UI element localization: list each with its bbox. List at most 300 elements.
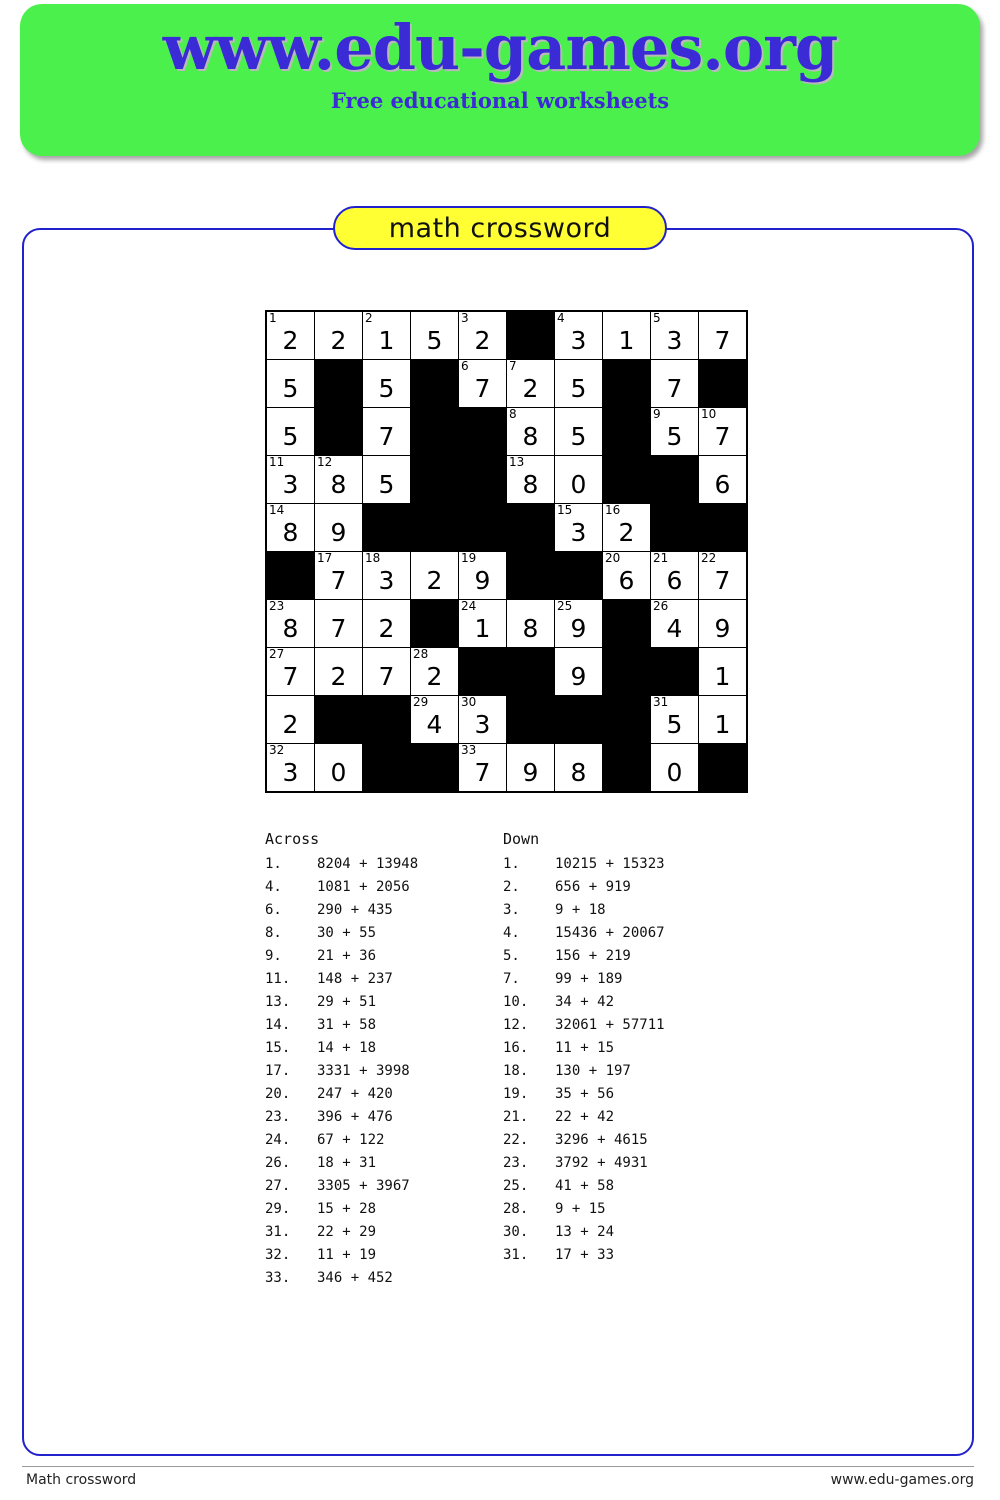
crossword-cell[interactable] xyxy=(459,600,507,648)
crossword-cell-value: 5 xyxy=(666,709,683,739)
crossword-cell-number: 20 xyxy=(605,551,621,565)
crossword-cell[interactable] xyxy=(266,504,315,552)
clue-number: 21. xyxy=(503,1109,529,1125)
crossword-cell[interactable] xyxy=(651,360,699,408)
clue-text: 30 + 55 xyxy=(317,925,377,941)
worksheet-title: math crossword xyxy=(333,206,667,250)
crossword-cell-number: 26 xyxy=(653,599,669,613)
clue-number: 9. xyxy=(265,948,282,964)
crossword-cell[interactable] xyxy=(315,552,363,600)
clue-item xyxy=(265,1155,505,1178)
clue-item xyxy=(503,925,783,948)
clue-number: 25. xyxy=(503,1178,529,1194)
crossword-cell-value: 5 xyxy=(570,421,587,451)
crossword-cell[interactable] xyxy=(266,311,315,360)
crossword-cell-number: 21 xyxy=(653,551,669,565)
crossword-cell-number: 8 xyxy=(509,407,517,421)
clue-item xyxy=(265,1201,505,1224)
crossword-cell[interactable] xyxy=(266,696,315,744)
crossword-cell-number: 25 xyxy=(557,599,573,613)
crossword-row xyxy=(266,504,747,552)
crossword-cell-value: 2 xyxy=(378,613,395,643)
crossword-cell[interactable] xyxy=(651,744,699,793)
clue-text: 3331 + 3998 xyxy=(317,1063,410,1079)
crossword-cell-value: 7 xyxy=(378,421,395,451)
clues-across xyxy=(265,830,505,1293)
crossword-block-cell xyxy=(363,744,411,793)
clue-text: 148 + 237 xyxy=(317,971,393,987)
crossword-cell-number: 2 xyxy=(365,311,373,325)
crossword-cell[interactable] xyxy=(651,408,699,456)
crossword-cell-value: 7 xyxy=(330,565,347,595)
clue-item xyxy=(503,948,783,971)
crossword-cell-value: 6 xyxy=(666,565,683,595)
clue-number: 16. xyxy=(503,1040,529,1056)
clue-text: 29 + 51 xyxy=(317,994,377,1010)
crossword-cell[interactable] xyxy=(603,552,651,600)
crossword-block-cell xyxy=(459,456,507,504)
clue-item xyxy=(265,1086,505,1109)
clue-text: 346 + 452 xyxy=(317,1270,393,1286)
site-subtitle: Free educational worksheets xyxy=(330,88,670,114)
crossword-cell[interactable] xyxy=(555,504,603,552)
clue-item xyxy=(503,1086,783,1109)
crossword-cell[interactable] xyxy=(315,600,363,648)
clue-number: 18. xyxy=(503,1063,529,1079)
crossword-cell[interactable] xyxy=(411,311,459,360)
crossword-cell-value: 8 xyxy=(282,517,299,547)
clue-item xyxy=(265,1270,505,1293)
crossword-block-cell xyxy=(411,408,459,456)
footer-divider xyxy=(22,1466,974,1467)
crossword-cell-number: 11 xyxy=(269,455,285,469)
clue-number: 29. xyxy=(265,1201,291,1217)
crossword-cell[interactable] xyxy=(699,648,748,696)
crossword-cell[interactable] xyxy=(315,456,363,504)
crossword-cell[interactable] xyxy=(699,600,748,648)
crossword-cell[interactable] xyxy=(699,408,748,456)
clue-item xyxy=(503,856,783,879)
clue-number: 23. xyxy=(503,1155,529,1171)
crossword-cell-value: 7 xyxy=(714,421,731,451)
crossword-block-cell xyxy=(411,456,459,504)
clue-item xyxy=(265,1063,505,1086)
crossword-cell[interactable] xyxy=(411,648,459,696)
crossword-cell-value: 3 xyxy=(378,565,395,595)
clue-number: 15. xyxy=(265,1040,291,1056)
crossword-cell-value: 1 xyxy=(714,709,731,739)
crossword-cell-value: 8 xyxy=(282,613,299,643)
crossword-block-cell xyxy=(651,648,699,696)
crossword-cell[interactable] xyxy=(699,311,748,360)
clue-text: 15 + 28 xyxy=(317,1201,377,1217)
crossword-cell-number: 4 xyxy=(557,311,565,325)
clue-text: 11 + 15 xyxy=(555,1040,615,1056)
crossword-block-cell xyxy=(507,696,555,744)
clue-text: 22 + 42 xyxy=(555,1109,615,1125)
crossword-cell[interactable] xyxy=(555,311,603,360)
crossword-cell-number: 32 xyxy=(269,743,285,757)
crossword-row xyxy=(266,311,747,360)
clue-number: 22. xyxy=(503,1132,529,1148)
clues-down xyxy=(503,830,783,1270)
clue-number: 27. xyxy=(265,1178,291,1194)
crossword-cell-value: 0 xyxy=(330,757,347,787)
crossword-cell-value: 2 xyxy=(282,325,299,355)
crossword-block-cell xyxy=(507,504,555,552)
crossword-cell[interactable] xyxy=(555,456,603,504)
crossword-cell-value: 1 xyxy=(714,661,731,691)
crossword-block-cell xyxy=(363,696,411,744)
crossword-cell[interactable] xyxy=(363,311,411,360)
crossword-grid xyxy=(265,310,748,793)
crossword-cell[interactable] xyxy=(555,600,603,648)
clue-number: 1. xyxy=(503,856,520,872)
crossword-cell-number: 1 xyxy=(269,311,277,325)
crossword-cell-number: 6 xyxy=(461,359,469,373)
clue-item xyxy=(265,948,505,971)
crossword-cell-number: 17 xyxy=(317,551,333,565)
crossword-cell-value: 4 xyxy=(666,613,683,643)
clue-text: 32061 + 57711 xyxy=(555,1017,665,1033)
crossword-cell-value: 9 xyxy=(522,757,539,787)
crossword-row xyxy=(266,744,747,793)
clue-number: 26. xyxy=(265,1155,291,1171)
footer-right-label: www.edu-games.org xyxy=(830,1472,974,1488)
crossword-block-cell xyxy=(603,408,651,456)
crossword-cell-value: 7 xyxy=(714,565,731,595)
crossword-cell-value: 9 xyxy=(330,517,347,547)
crossword-cell[interactable] xyxy=(411,696,459,744)
crossword-cell[interactable] xyxy=(603,311,651,360)
clue-item xyxy=(265,1247,505,1270)
clue-item xyxy=(265,1132,505,1155)
crossword-cell[interactable] xyxy=(699,696,748,744)
crossword-block-cell xyxy=(411,504,459,552)
clues-down-list xyxy=(503,856,783,1270)
clue-number: 4. xyxy=(265,879,282,895)
crossword-cell-value: 2 xyxy=(474,325,491,355)
clue-text: 130 + 197 xyxy=(555,1063,631,1079)
crossword-cell[interactable] xyxy=(315,504,363,552)
clue-number: 1. xyxy=(265,856,282,872)
crossword-cell[interactable] xyxy=(651,552,699,600)
crossword-cell[interactable] xyxy=(555,744,603,793)
crossword-cell-number: 33 xyxy=(461,743,477,757)
clue-number: 10. xyxy=(503,994,529,1010)
crossword-block-cell xyxy=(507,311,555,360)
crossword-cell-number: 7 xyxy=(509,359,517,373)
clue-number: 30. xyxy=(503,1224,529,1240)
crossword-cell-value: 5 xyxy=(426,325,443,355)
site-banner xyxy=(20,4,980,156)
crossword-cell[interactable] xyxy=(266,744,315,793)
clue-text: 14 + 18 xyxy=(317,1040,377,1056)
clue-text: 9 + 15 xyxy=(555,1201,606,1217)
clue-number: 31. xyxy=(503,1247,529,1263)
clue-text: 22 + 29 xyxy=(317,1224,377,1240)
crossword-cell-number: 31 xyxy=(653,695,669,709)
clue-item xyxy=(503,1201,783,1224)
crossword-cell-value: 0 xyxy=(666,757,683,787)
clue-number: 7. xyxy=(503,971,520,987)
crossword-cell[interactable] xyxy=(651,311,699,360)
crossword-block-cell xyxy=(315,408,363,456)
crossword-cell[interactable] xyxy=(699,456,748,504)
clue-item xyxy=(265,1040,505,1063)
crossword-cell-number: 18 xyxy=(365,551,381,565)
crossword-row xyxy=(266,648,747,696)
crossword-row xyxy=(266,408,747,456)
crossword-grid-body xyxy=(266,311,747,792)
footer-left-label: Math crossword xyxy=(26,1472,137,1488)
crossword-cell[interactable] xyxy=(315,311,363,360)
crossword-block-cell xyxy=(699,360,748,408)
crossword-block-cell xyxy=(651,456,699,504)
clues-down-heading: Down xyxy=(503,830,540,848)
crossword-cell-number: 16 xyxy=(605,503,621,517)
clue-number: 13. xyxy=(265,994,291,1010)
crossword-cell-value: 3 xyxy=(474,709,491,739)
crossword-cell-value: 1 xyxy=(474,613,491,643)
crossword-block-cell xyxy=(603,696,651,744)
crossword-cell-value: 5 xyxy=(282,421,299,451)
crossword-cell-number: 29 xyxy=(413,695,429,709)
crossword-row xyxy=(266,600,747,648)
crossword-cell-number: 5 xyxy=(653,311,661,325)
clue-text: 1081 + 2056 xyxy=(317,879,410,895)
clue-text: 8204 + 13948 xyxy=(317,856,419,872)
crossword-cell-number: 12 xyxy=(317,455,333,469)
clue-text: 3296 + 4615 xyxy=(555,1132,648,1148)
crossword-block-cell xyxy=(699,744,748,793)
crossword-cell-value: 0 xyxy=(570,469,587,499)
crossword-cell-value: 5 xyxy=(666,421,683,451)
crossword-cell[interactable] xyxy=(555,408,603,456)
clue-number: 19. xyxy=(503,1086,529,1102)
crossword-cell-value: 9 xyxy=(714,613,731,643)
crossword-cell[interactable] xyxy=(315,744,363,793)
clue-item xyxy=(503,879,783,902)
crossword-cell[interactable] xyxy=(363,600,411,648)
clue-text: 35 + 56 xyxy=(555,1086,615,1102)
crossword-cell[interactable] xyxy=(266,600,315,648)
crossword-cell-number: 10 xyxy=(701,407,717,421)
crossword-cell-value: 4 xyxy=(426,709,443,739)
clue-number: 20. xyxy=(265,1086,291,1102)
crossword-cell-value: 7 xyxy=(282,661,299,691)
clue-text: 17 + 33 xyxy=(555,1247,615,1263)
clue-number: 14. xyxy=(265,1017,291,1033)
crossword-cell[interactable] xyxy=(651,696,699,744)
crossword-cell-value: 9 xyxy=(474,565,491,595)
clue-item xyxy=(265,971,505,994)
clue-number: 2. xyxy=(503,879,520,895)
crossword-cell-value: 8 xyxy=(522,469,539,499)
crossword-block-cell xyxy=(603,648,651,696)
clue-item xyxy=(503,1178,783,1201)
crossword-cell[interactable] xyxy=(507,360,555,408)
clue-text: 9 + 18 xyxy=(555,902,606,918)
clue-item xyxy=(265,1178,505,1201)
crossword-cell[interactable] xyxy=(507,600,555,648)
clue-text: 18 + 31 xyxy=(317,1155,377,1171)
clues-across-heading: Across xyxy=(265,830,320,848)
crossword-block-cell xyxy=(459,504,507,552)
clue-text: 290 + 435 xyxy=(317,902,393,918)
clue-item xyxy=(503,1063,783,1086)
crossword-block-cell xyxy=(266,552,315,600)
crossword-cell-value: 3 xyxy=(570,517,587,547)
crossword-cell-value: 7 xyxy=(474,373,491,403)
crossword-cell[interactable] xyxy=(459,744,507,793)
crossword-cell[interactable] xyxy=(459,696,507,744)
crossword-cell-value: 2 xyxy=(618,517,635,547)
crossword-block-cell xyxy=(603,456,651,504)
clue-item xyxy=(265,856,505,879)
clue-text: 41 + 58 xyxy=(555,1178,615,1194)
crossword-cell[interactable] xyxy=(507,456,555,504)
crossword-cell-value: 7 xyxy=(474,757,491,787)
crossword-block-cell xyxy=(603,360,651,408)
crossword-cell[interactable] xyxy=(651,600,699,648)
clues-across-list xyxy=(265,856,505,1293)
clue-item xyxy=(503,994,783,1017)
crossword-cell[interactable] xyxy=(266,456,315,504)
clue-item xyxy=(265,925,505,948)
clue-number: 5. xyxy=(503,948,520,964)
crossword-cell[interactable] xyxy=(699,552,748,600)
crossword-cell-number: 13 xyxy=(509,455,525,469)
crossword-cell-value: 2 xyxy=(330,325,347,355)
clue-number: 12. xyxy=(503,1017,529,1033)
clue-text: 99 + 189 xyxy=(555,971,623,987)
crossword-block-cell xyxy=(555,696,603,744)
crossword-cell-number: 30 xyxy=(461,695,477,709)
crossword-cell-value: 9 xyxy=(570,613,587,643)
crossword-cell[interactable] xyxy=(507,744,555,793)
crossword-cell[interactable] xyxy=(315,648,363,696)
clue-item xyxy=(265,1109,505,1132)
crossword-cell-value: 3 xyxy=(282,469,299,499)
crossword-cell-value: 7 xyxy=(330,613,347,643)
clue-number: 3. xyxy=(503,902,520,918)
clue-text: 3792 + 4931 xyxy=(555,1155,648,1171)
crossword-cell[interactable] xyxy=(363,408,411,456)
clue-text: 656 + 919 xyxy=(555,879,631,895)
crossword-block-cell xyxy=(459,408,507,456)
clue-number: 4. xyxy=(503,925,520,941)
crossword-block-cell xyxy=(315,696,363,744)
crossword-cell-value: 8 xyxy=(522,421,539,451)
clue-item xyxy=(503,1109,783,1132)
clue-number: 23. xyxy=(265,1109,291,1125)
crossword-cell-value: 1 xyxy=(378,325,395,355)
crossword-cell[interactable] xyxy=(459,360,507,408)
crossword-cell[interactable] xyxy=(507,408,555,456)
clue-text: 34 + 42 xyxy=(555,994,615,1010)
crossword-cell-number: 23 xyxy=(269,599,285,613)
clue-item xyxy=(265,879,505,902)
clue-number: 8. xyxy=(265,925,282,941)
crossword-cell[interactable] xyxy=(459,552,507,600)
clue-text: 13 + 24 xyxy=(555,1224,615,1240)
crossword-row xyxy=(266,456,747,504)
crossword-block-cell xyxy=(507,648,555,696)
clue-item xyxy=(503,1017,783,1040)
crossword-cell[interactable] xyxy=(363,648,411,696)
crossword-cell[interactable] xyxy=(603,504,651,552)
crossword-cell-number: 27 xyxy=(269,647,285,661)
crossword-cell[interactable] xyxy=(266,408,315,456)
crossword-block-cell xyxy=(411,600,459,648)
crossword-cell[interactable] xyxy=(459,311,507,360)
crossword-cell-value: 3 xyxy=(666,325,683,355)
crossword-cell-value: 8 xyxy=(330,469,347,499)
crossword-block-cell xyxy=(507,552,555,600)
crossword-cell-value: 6 xyxy=(618,565,635,595)
crossword-cell[interactable] xyxy=(266,360,315,408)
crossword-cell-number: 9 xyxy=(653,407,661,421)
clue-item xyxy=(265,994,505,1017)
crossword-cell-number: 28 xyxy=(413,647,429,661)
crossword-cell[interactable] xyxy=(266,648,315,696)
crossword-cell-value: 7 xyxy=(714,325,731,355)
crossword-cell[interactable] xyxy=(555,648,603,696)
clue-item xyxy=(503,902,783,925)
crossword-cell[interactable] xyxy=(363,456,411,504)
clue-number: 11. xyxy=(265,971,291,987)
crossword-cell[interactable] xyxy=(555,360,603,408)
crossword-cell-value: 2 xyxy=(426,661,443,691)
clue-number: 32. xyxy=(265,1247,291,1263)
crossword-cell-value: 1 xyxy=(618,325,635,355)
crossword-cell-value: 2 xyxy=(330,661,347,691)
crossword-cell-value: 5 xyxy=(378,469,395,499)
clue-item xyxy=(503,1040,783,1063)
crossword-cell-number: 19 xyxy=(461,551,477,565)
crossword-cell-value: 3 xyxy=(570,325,587,355)
clue-text: 15436 + 20067 xyxy=(555,925,665,941)
clue-number: 17. xyxy=(265,1063,291,1079)
clue-item xyxy=(503,1224,783,1247)
clue-number: 33. xyxy=(265,1270,291,1286)
crossword-block-cell xyxy=(315,360,363,408)
crossword-cell-number: 14 xyxy=(269,503,285,517)
crossword-cell-number: 22 xyxy=(701,551,717,565)
crossword-cell[interactable] xyxy=(411,552,459,600)
crossword-block-cell xyxy=(651,504,699,552)
crossword-block-cell xyxy=(411,360,459,408)
clue-text: 3305 + 3967 xyxy=(317,1178,410,1194)
crossword-cell-number: 15 xyxy=(557,503,573,517)
crossword-cell[interactable] xyxy=(363,360,411,408)
crossword-row xyxy=(266,696,747,744)
clue-number: 28. xyxy=(503,1201,529,1217)
clue-text: 21 + 36 xyxy=(317,948,377,964)
crossword-cell-value: 3 xyxy=(282,757,299,787)
crossword-row xyxy=(266,552,747,600)
crossword-cell[interactable] xyxy=(363,552,411,600)
crossword-cell-value: 9 xyxy=(570,661,587,691)
crossword-cell-value: 6 xyxy=(714,469,731,499)
crossword-cell-value: 2 xyxy=(426,565,443,595)
crossword-block-cell xyxy=(459,648,507,696)
crossword-cell-number: 24 xyxy=(461,599,477,613)
crossword-cell-value: 8 xyxy=(522,613,539,643)
site-title: www.edu-games.org xyxy=(162,11,838,84)
crossword-cell-value: 2 xyxy=(282,709,299,739)
